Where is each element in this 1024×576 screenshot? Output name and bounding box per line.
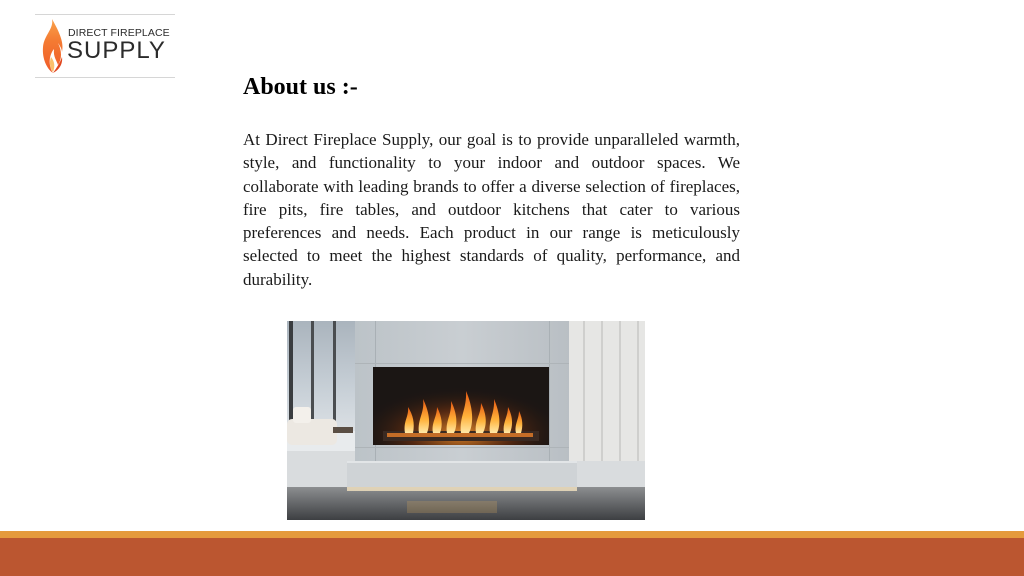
about-paragraph: At Direct Fireplace Supply, our goal is to provide unparalleled warmth, style, and functionality to your indoor and outdoor spaces. We collaborate with leading brands to offer a diverse selection of fireplaces, fire pits, fire tables, and outdoor kitchens that cater to various preferences and needs. Each product in our range is meticulously selected to meet the highest standards of quality, performance, and durability.: [243, 130, 740, 289]
footer-bar: [0, 538, 1024, 576]
fireplace-photo: [287, 321, 645, 520]
logo-text-main: SUPPLY: [67, 37, 166, 64]
footer-stripe: [0, 531, 1024, 538]
about-heading: About us :-: [243, 74, 358, 100]
brand-logo[interactable]: [35, 14, 175, 78]
flame-icon: [38, 17, 66, 77]
logo-text-top: DIRECT FIREPLACE: [68, 27, 170, 39]
